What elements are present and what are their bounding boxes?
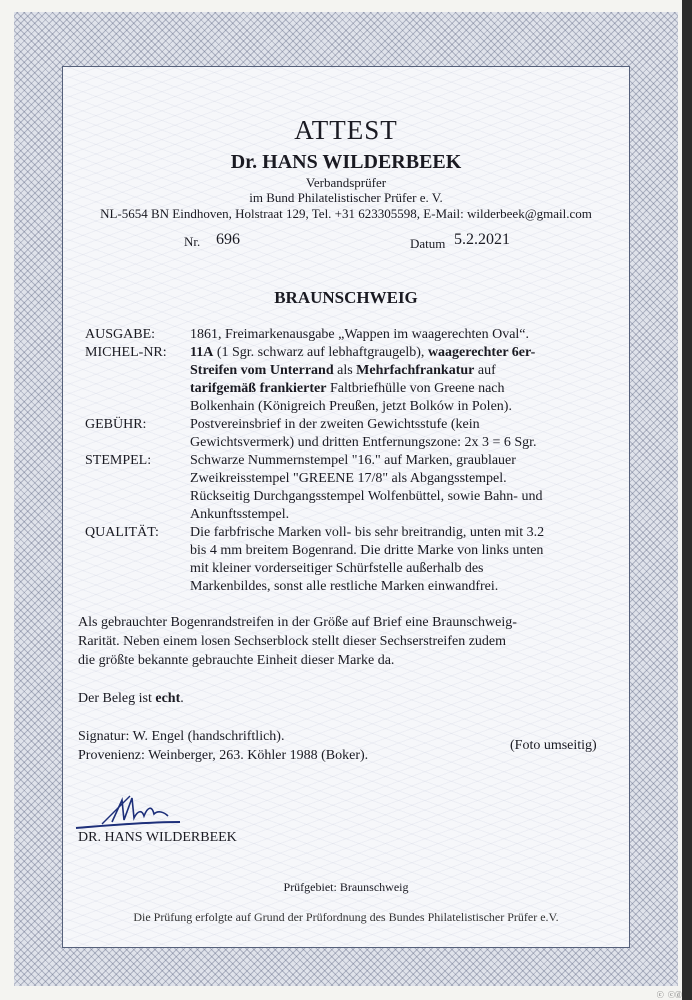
number-label: Nr. bbox=[184, 234, 201, 249]
michel-line-3: tarifgemäß frankierter Faltbriefhülle von Greene nach bbox=[190, 381, 505, 396]
genuineness-statement: Der Beleg ist echt. bbox=[78, 691, 184, 706]
scan-edge bbox=[682, 0, 692, 1000]
signatur-line: Signatur: W. Engel (handschriftlich). bbox=[78, 729, 285, 744]
stempel-line-3: Rückseitig Durchgangsstempel Wolfenbüttel, sowie Bahn- und bbox=[190, 489, 543, 504]
michel-line-4: Bolkenhain (Königreich Preußen, jetzt Bolków in Polen). bbox=[190, 399, 512, 414]
date-value: 5.2.2021 bbox=[454, 231, 510, 248]
examiner-address: NL-5654 BN Eindhoven, Holstraat 129, Tel. +31 623305598, E-Mail: wilderbeek@gmail.com bbox=[100, 206, 592, 221]
stempel-line-1: Schwarze Nummernstempel "16." auf Marken, graublauer bbox=[190, 453, 516, 468]
ausgabe-value: 1861, Freimarkenausgabe „Wappen im waagerechten Oval“. bbox=[190, 327, 530, 342]
qualitaet-line-1: Die farbfrische Marken voll- bis sehr breitrandig, unten mit 3.2 bbox=[190, 525, 545, 540]
michel-label: MICHEL-NR: bbox=[85, 345, 167, 360]
michel-line-1: 11A (1 Sgr. schwarz auf lebhaftgraugelb), waagerechter 6er- bbox=[190, 345, 536, 360]
qualitaet-line-4: Markenbildes, sonst alle restliche Marken einwandfrei. bbox=[190, 579, 499, 594]
certificate-title: ATTEST bbox=[294, 115, 398, 145]
gebuehr-line-2: Gewichtsvermerk) und dritten Entfernungszone: 2x 3 = 6 Sgr. bbox=[190, 435, 537, 450]
date-label: Datum bbox=[410, 236, 446, 251]
provenance-line: Provenienz: Weinberger, 263. Köhler 1988 (Boker). bbox=[78, 748, 369, 763]
michel-line-2: Streifen vom Unterrand als Mehrfachfrankatur auf bbox=[190, 363, 496, 378]
gebuehr-line-1: Postvereinsbrief in der zweiten Gewichtsstufe (kein bbox=[190, 417, 480, 432]
gebuehr-label: GEBÜHR: bbox=[85, 417, 147, 432]
stempel-line-4: Ankunftsstempel. bbox=[190, 507, 290, 522]
examiner-name: Dr. HANS WILDERBEEK bbox=[230, 151, 462, 173]
examiner-association: im Bund Philatelistischer Prüfer e. V. bbox=[249, 190, 443, 205]
examiner-role: Verbandsprüfer bbox=[305, 175, 387, 190]
summary-line-2: Rarität. Neben einem losen Sechserblock stellt dieser Sechserstreifen zudem bbox=[78, 634, 507, 649]
qualitaet-line-3: mit kleiner vorderseitiger Schürfstelle außerhalb des bbox=[190, 561, 484, 576]
region-heading: BRAUNSCHWEIG bbox=[274, 288, 418, 307]
summary-line-3: die größte bekannte gebrauchte Einheit dieser Marke da. bbox=[78, 653, 395, 668]
footer-note: Die Prüfung erfolgte auf Grund der Prüfordnung des Bundes Philatelistischer Prüfer e.V. bbox=[133, 910, 559, 924]
summary-line-1: Als gebrauchter Bogenrandstreifen in der Größe auf Brief eine Braunschweig- bbox=[78, 615, 517, 630]
signer-name: DR. HANS WILDERBEEK bbox=[78, 830, 237, 845]
examination-area: Prüfgebiet: Braunschweig bbox=[283, 880, 409, 894]
photo-note: (Foto umseitig) bbox=[510, 738, 597, 753]
scan-mark: ⓒ ⓒⓓ bbox=[656, 991, 682, 999]
ausgabe-label: AUSGABE: bbox=[85, 327, 156, 342]
stempel-line-2: Zweikreisstempel "GREENE 17/8" als Abgangsstempel. bbox=[190, 471, 507, 486]
number-value: 696 bbox=[216, 231, 240, 248]
stempel-label: STEMPEL: bbox=[85, 453, 152, 468]
qualitaet-label: QUALITÄT: bbox=[85, 525, 159, 540]
qualitaet-line-2: bis 4 mm breitem Bogenrand. Die dritte Marke von links unten bbox=[190, 543, 544, 558]
handwritten-signature bbox=[72, 792, 184, 834]
